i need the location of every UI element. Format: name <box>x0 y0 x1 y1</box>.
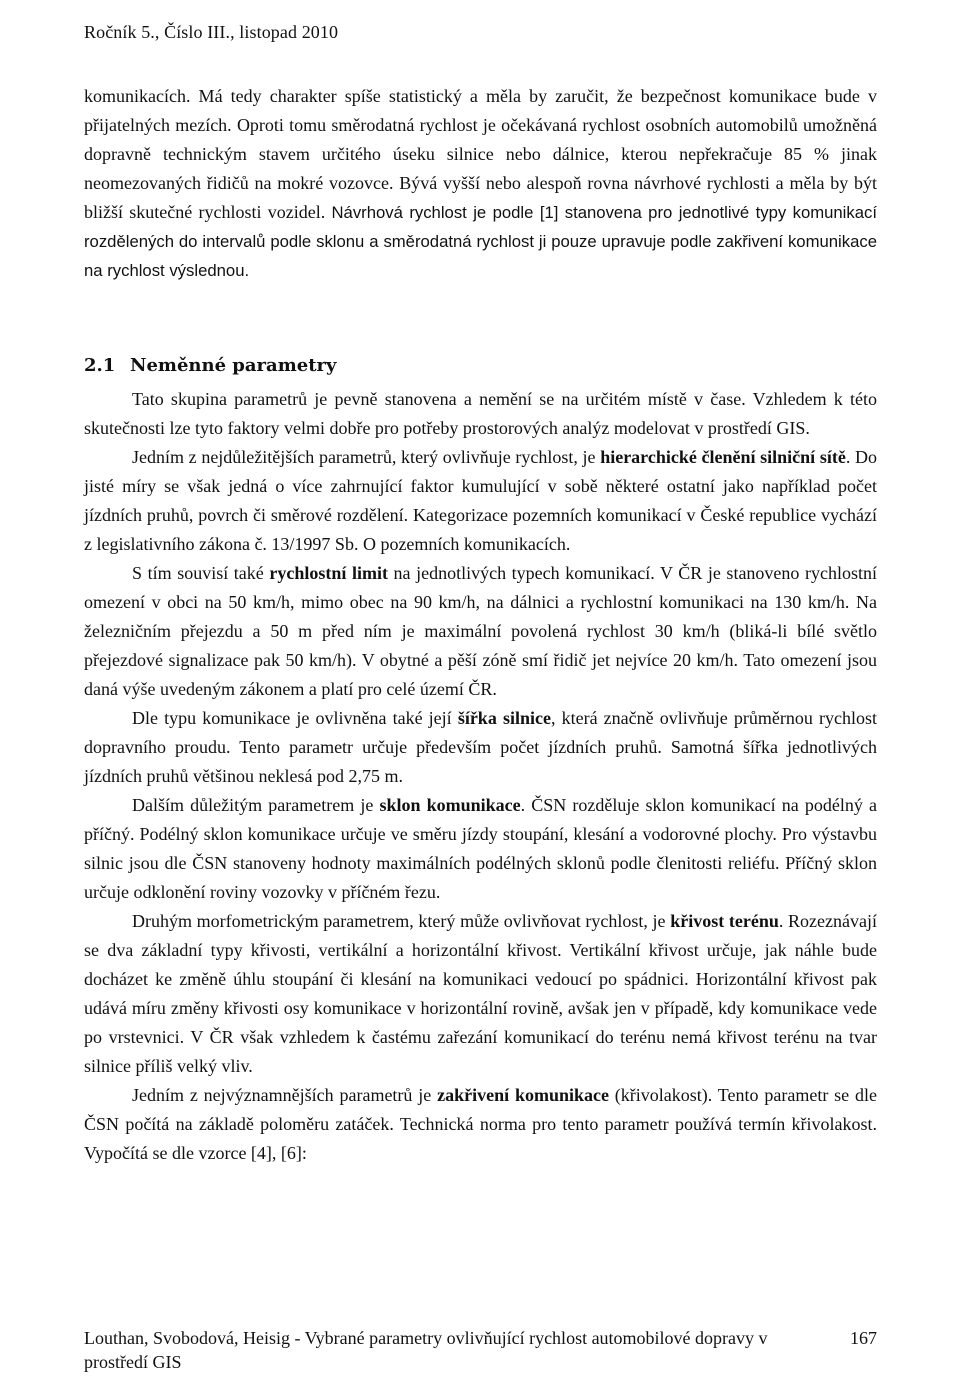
paragraph-3 <box>84 559 877 704</box>
paragraph-5-text-c: . ČSN rozděluje sklon komunikací na podélný a příčný. Podélný sklon komunikace určuje ve směru jízdy stoupání, klesání a vodorovné plochy. Pro výstavbu silnic jsou dle ČSN stanoveny hodnoty maximálních podélných sklonů podle členitosti reliéfu. Příčný sklon určuje odklonění roviny vozovky v příčném řezu. <box>84 795 878 902</box>
paragraph-6 <box>84 907 877 1081</box>
paragraph-2-text-a: Jedním z nejdůležitějších parametrů, který ovlivňuje rychlost, je <box>132 447 601 467</box>
paragraph-6-text-a: Druhým morfometrickým parametrem, který může ovlivňovat rychlost, je <box>132 911 671 931</box>
paragraph-2 <box>84 443 877 559</box>
section-number: 2.1 <box>84 355 116 376</box>
intro-paragraph <box>84 82 877 285</box>
intro-block <box>84 82 877 285</box>
paragraph-6-text-c: . Rozeznávají se dva základní typy křivosti, vertikální a horizontální křivost. Vertikální křivost určuje, jak náhle bude docházet ke změně úhlu stoupání či klesání na komunikaci vedoucí po spádnici. Horizontální křivost pak udává míru změny křivosti osy komunikace v horizontální rovině, avšak jen v případě, kdy komunikace vede po vrstevnici. V ČR však vzhledem k častému zařezání komunikací do terénu nemá křivost terénu na tvar silnice příliš velký vliv. <box>84 911 877 1076</box>
intro-text-3: Návrhová rychlost je podle [1] stanovena pro jednotlivé typy komunikací rozdělených do intervalů podle sklonu a směrodatná rychlost ji pouze upravuje podle zakřivení komunikace na rychlost výslednou. <box>84 203 877 280</box>
paragraph-3-emphasis: rychlostní limit <box>269 563 388 583</box>
paragraph-7-text-a: Jedním z nejvýznamnějších parametrů je <box>132 1085 438 1105</box>
paragraph-4-text-a: Dle typu komunikace je ovlivněna také její <box>132 708 458 728</box>
paragraph-4-text-c: , která značně ovlivňuje průměrnou rychlost dopravního proudu. Tento parametr určuje především počet jízdních pruhů. Samotná šířka jednotlivých jízdních pruhů většinou neklesá pod 2,75 m. <box>84 708 877 786</box>
paragraph-7-text-c: (křivolakost). Tento parametr se dle ČSN počítá na základě poloměru zatáček. Technická norma pro tento parametr používá termín křivolakost. Vypočítá se dle vzorce [4], [6]: <box>84 1085 878 1163</box>
paragraph-1-text: Tato skupina parametrů je pevně stanovena a nemění se na určitém místě v čase. Vzhledem k této skutečnosti lze tyto faktory velmi dobře pro potřeby prostorových analýz modelovat v prostředí GIS. <box>84 389 877 438</box>
paragraph-7-emphasis: zakřivení komunikace <box>437 1085 609 1105</box>
running-header: Ročník 5., Číslo III., listopad 2010 <box>84 22 339 42</box>
paragraph-4-emphasis: šířka silnice <box>457 708 551 728</box>
paragraph-2-text-c: . Do jisté míry se však jedná o více zahrnující faktor kumulující v sobě některé ostatní jako například počet jízdních pruhů, povrch či směrové rozdělení. Kategorizace pozemních komunikací v České republice vychází z legislativního zákona č. 13/1997 Sb. O pozemních komunikacích. <box>84 447 877 554</box>
intro-text-1: komunikacích. Má tedy charakter spíše statistický a měla by zaručit, že bezpečnost komunikace bude v přijatelných mezích. <box>84 86 877 135</box>
paragraph-3-text-a: S tím souvisí také <box>132 563 270 583</box>
paragraph-5-emphasis: sklon komunikace <box>379 795 521 815</box>
paragraph-7 <box>84 1081 877 1168</box>
section-heading <box>84 355 336 376</box>
section-title: Neměnné parametry <box>130 355 337 376</box>
paragraph-1 <box>84 385 877 443</box>
page-number: 167 <box>850 1328 877 1348</box>
paragraph-5-text-a: Dalším důležitým parametrem je <box>132 795 380 815</box>
paragraph-4 <box>84 704 877 791</box>
section-body <box>84 385 877 1168</box>
page-footer <box>84 1326 877 1374</box>
paragraph-3-text-c: na jednotlivých typech komunikací. V ČR je stanoveno rychlostní omezení v obci na 50 km/h, mimo obec na 90 km/h, na dálnici a rychlostní komunikaci na 130 km/h. Na železničním přejezdu a 50 m před ním je maximální povolená rychlost 30 km/h (bliká-li bílé světlo přejezdové signalizace pak 50 km/h). V obytné a pěší zóně smí řidič jet nejvíce 20 km/h. Tato omezení jsou daná výše uvedeným zákonem a platí pro celé území ČR. <box>84 563 877 699</box>
intro-text-2: Oproti tomu směrodatná rychlost je očekávaná rychlost osobních automobilů umožněná dopravně technickým stavem určitého úseku silnice nebo dálnice, kterou nepřekračuje 85 % jinak neomezovaných řidičů na mokré vozovce. Bývá vyšší nebo alespoň rovna návrhové rychlosti a měla by být bližší skutečné rychlosti vozidel. <box>84 115 878 222</box>
paragraph-5 <box>84 791 877 907</box>
footer-author-line: Louthan, Svobodová, Heisig - Vybrané parametry ovlivňující rychlost automobilové dopravy v prostředí GIS <box>84 1328 768 1372</box>
paragraph-2-emphasis: hierarchické členění silniční sítě <box>600 447 846 467</box>
paragraph-6-emphasis: křivost terénu <box>670 911 779 931</box>
